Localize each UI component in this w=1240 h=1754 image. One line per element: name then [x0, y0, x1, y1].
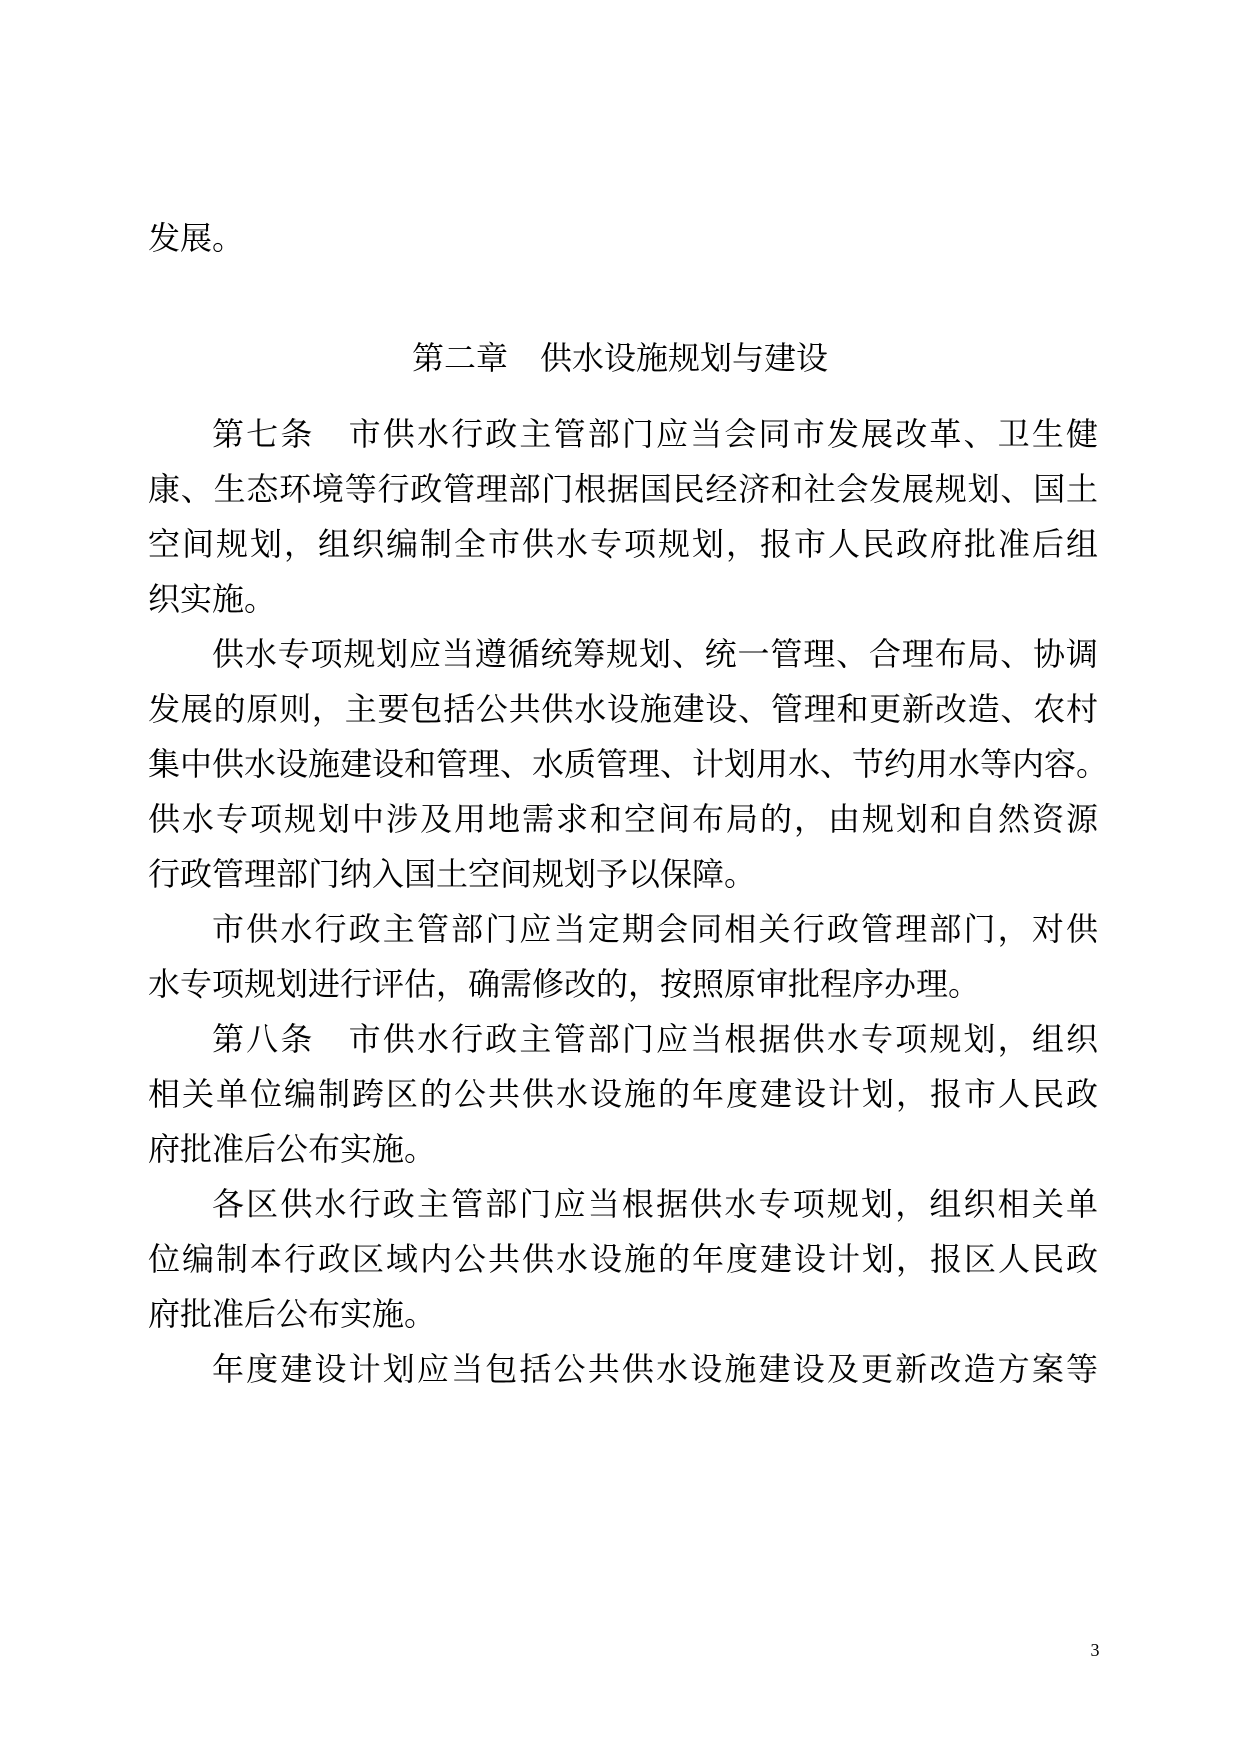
- district-paragraph-line-3: 府批准后公布实施。: [148, 1295, 437, 1333]
- chapter-title: 第二章 供水设施规划与建设: [411, 339, 828, 377]
- plan-paragraph-line-4: 供水专项规划中涉及用地需求和空间布局的，由规划和自然资源: [148, 800, 1098, 838]
- article-8-line-2: 相关单位编制跨区的公共供水设施的年度建设计划，报市人民政: [148, 1075, 1098, 1113]
- article-7-line-1: 第七条 市供水行政主管部门应当会同市发展改革、卫生健: [212, 415, 1098, 453]
- plan-paragraph-line-1: 供水专项规划应当遵循统筹规划、统一管理、合理布局、协调: [212, 635, 1098, 673]
- evaluation-paragraph-line-2: 水专项规划进行评估，确需修改的，按照原审批程序办理。: [148, 965, 981, 1003]
- article-7-line-3: 空间规划，组织编制全市供水专项规划，报市人民政府批准后组: [148, 525, 1098, 563]
- evaluation-paragraph-line-1: 市供水行政主管部门应当定期会同相关行政管理部门，对供: [212, 910, 1098, 948]
- page-number: 3: [1090, 1640, 1100, 1660]
- district-paragraph-line-1: 各区供水行政主管部门应当根据供水专项规划，组织相关单: [212, 1185, 1098, 1223]
- article-8-line-3: 府批准后公布实施。: [148, 1130, 437, 1168]
- plan-paragraph-line-2: 发展的原则，主要包括公共供水设施建设、管理和更新改造、农村: [148, 690, 1098, 728]
- plan-paragraph-line-3: 集中供水设施建设和管理、水质管理、计划用水、节约用水等内容。: [148, 745, 1109, 783]
- article-7-line-2: 康、生态环境等行政管理部门根据国民经济和社会发展规划、国土: [148, 470, 1098, 508]
- annual-plan-paragraph-line-1: 年度建设计划应当包括公共供水设施建设及更新改造方案等: [212, 1350, 1098, 1388]
- plan-paragraph-line-5: 行政管理部门纳入国土空间规划予以保障。: [148, 855, 757, 893]
- district-paragraph-line-2: 位编制本行政区域内公共供水设施的年度建设计划，报区人民政: [148, 1240, 1098, 1278]
- article-8-line-1: 第八条 市供水行政主管部门应当根据供水专项规划，组织: [212, 1020, 1098, 1058]
- paragraph-line-continuation: 发展。: [148, 219, 245, 257]
- article-7-line-4: 织实施。: [148, 580, 277, 618]
